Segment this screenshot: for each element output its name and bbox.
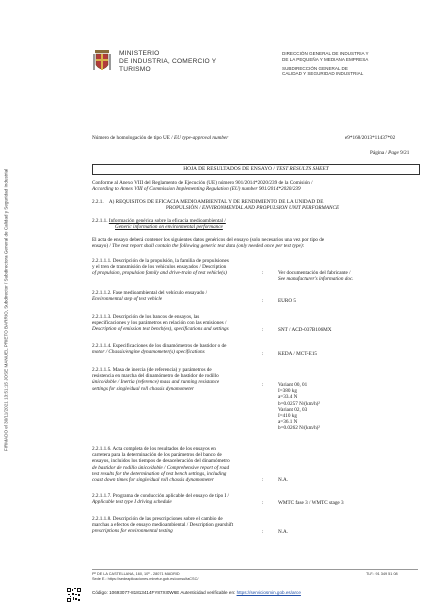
value-gearshift-prescriptions: N.A. (278, 529, 289, 535)
ministry-name: MINISTERIO DE INDUSTRIA, COMERCIO Y TURISMO (119, 50, 217, 73)
section-2-2-1-1: 2.2.1.1. Información genérica sobre la eficacia medioambiental / Generic information on environmental performance (92, 218, 226, 231)
directorate-block: DIRECCIÓN GENERAL DE INDUSTRIA Y DE LA PEQUEÑA Y MEDIANA EMPRESA SUBDIRECCIÓN GENERAL DE CALIDAD Y SEGURIDAD INDUSTRIAL (282, 51, 369, 77)
qr-code-icon (67, 588, 81, 602)
csv-verification-link[interactable]: https://serviciosmin.gob.es/arce (236, 590, 301, 595)
sheet-title: HOJA DE RESULTADOS DE ENSAYO / TEST RESULTS SHEET (92, 164, 420, 175)
vertical-signature-strip (1, 95, 10, 525)
row-inertia-mass: 2.2.1.1.5. Masa de inercia (de referencia) y parámetros de resistencia en marcha del dinamómetro de bastidor de rodillo único/doble / Inertia (reference) mass and running resistance settings for single/dual roll chassis dynamometer (92, 367, 220, 392)
row-propulsion-description: 2.2.1.1.1. Descripción de la propulsión, la familia de propulsiones y el tren de transmisión de los vehículos ensayados / Description of propulsion, propulsion family and drive-train of test vehicle(s) (92, 258, 229, 277)
footer-address: Pº DE LA CASTELLANA, 160, 10º - 28071 MADRID Sede E.: https://sedeaplicaciones.minetur.gob.es/consultaCSC/ (92, 572, 199, 581)
value-inertia-mass: Variant 00, 01 I=380 kg a=33.4 N b=0.0257 N/(km/h)² Variant 02, 03 I=410 kg a=36.1 N b=0.0262 N/(km/h)² (278, 382, 320, 432)
section-2-2-1: 2.2.1. A) REQUISITOS DE EFICACIA MEDIOAMBIENTAL Y DE RENDIMIENTO DE LA UNIDAD DE PROPULSIÓN / ENVIRONMENTAL AND PROPULSION UNIT PERFORMANCE (92, 199, 340, 212)
csv-verification: Código: 10693077-81813414FY87XI0W6E Autenticidad verificable en: https://serviciosmin.gob.es/arce (92, 590, 301, 595)
approval-number-value: e9*168/2013*11437*02 (345, 135, 396, 141)
coat-of-arms-icon (92, 48, 112, 76)
row-road-test-report: 2.2.1.1.6. Acta completa de los resultados de los ensayos en carretera para la determinación de los parámetros del banco de ensayos, incluidos los tiempos de desaceleración del dinamómetro de bastidor de rodillo único/doble / Comprehensive report of road test results for the determination of test bench settings, including coast down times for single/dual roll chassis dynamometer (92, 446, 230, 484)
value-propulsion-description: Ver documentación del fabricante / See manufacturer's information doc. (278, 270, 354, 283)
signature-text: FIRMADO el 30/11/2021 13:51:15 JOSE MANUEL PRIETO BARRIO, Subdirector / Subdirectora General de Calidad y Seguridad Industrial (3, 168, 8, 452)
row-driving-schedule: 2.2.1.1.7. Programa de conducción aplicable del ensayo de tipo I / Applicable test type I driving schedule (92, 493, 229, 506)
row-gearshift-prescriptions: 2.2.1.1.8. Descripción de las prescripciones sobre el cambio de marchas a efectos de ensayo medioambiental / Description gearshift prescriptions for environmental testing (92, 516, 234, 535)
value-dynamometer-specs: KEDA / MCT-E15 (278, 351, 318, 357)
value-driving-schedule: WMTC fase 3 / WMTC stage 3 (278, 500, 344, 506)
row-emission-test-bench: 2.2.1.1.3. Descripción de los bancos de ensayos, las especificaciones y los parámetros en relación con las emisiones / Description of emission test bench(es), specifications and settings (92, 314, 229, 333)
row-dynamometer-specs: 2.2.1.1.4. Especificaciones de los dinamómetros de bastidor o de motor / Chassis/engine dynamometer(s) specifications (92, 343, 227, 356)
intro-paragraph: El acta de ensayo deberá contener los siguientes datos genéricos del ensayo (solo necesarios una vez por tipo de ensayo) / The test report shall contain the following generic test data (only needed once per test type): (92, 237, 325, 250)
value-emission-test-bench: SNT / ACD-037B106MX (278, 327, 332, 333)
footer-divider (92, 569, 418, 570)
page-indicator: Página / Page 9/21 (370, 150, 410, 156)
value-environmental-step: EURO 5 (278, 298, 297, 304)
conformity-statement: Conforme al Anexo VIII del Reglamento de Ejecución (UE) número 901/2014*2020/239 de la Comisión / According to Annex VIII of Commission Implementing Regulation (EU) number 901/2014*2020/239 (92, 180, 313, 193)
row-environmental-step: 2.2.1.1.2. Fase medioambiental del vehículo ensayado / Environmental step of test vehicle (92, 290, 208, 303)
value-road-test-report: N.A. (278, 477, 289, 483)
letterhead (92, 48, 412, 84)
footer-phone: TLF.: 91 349 51 08 (366, 572, 398, 576)
approval-number-label: Número de homologación de tipo UE / EU type-approval number (92, 135, 229, 141)
